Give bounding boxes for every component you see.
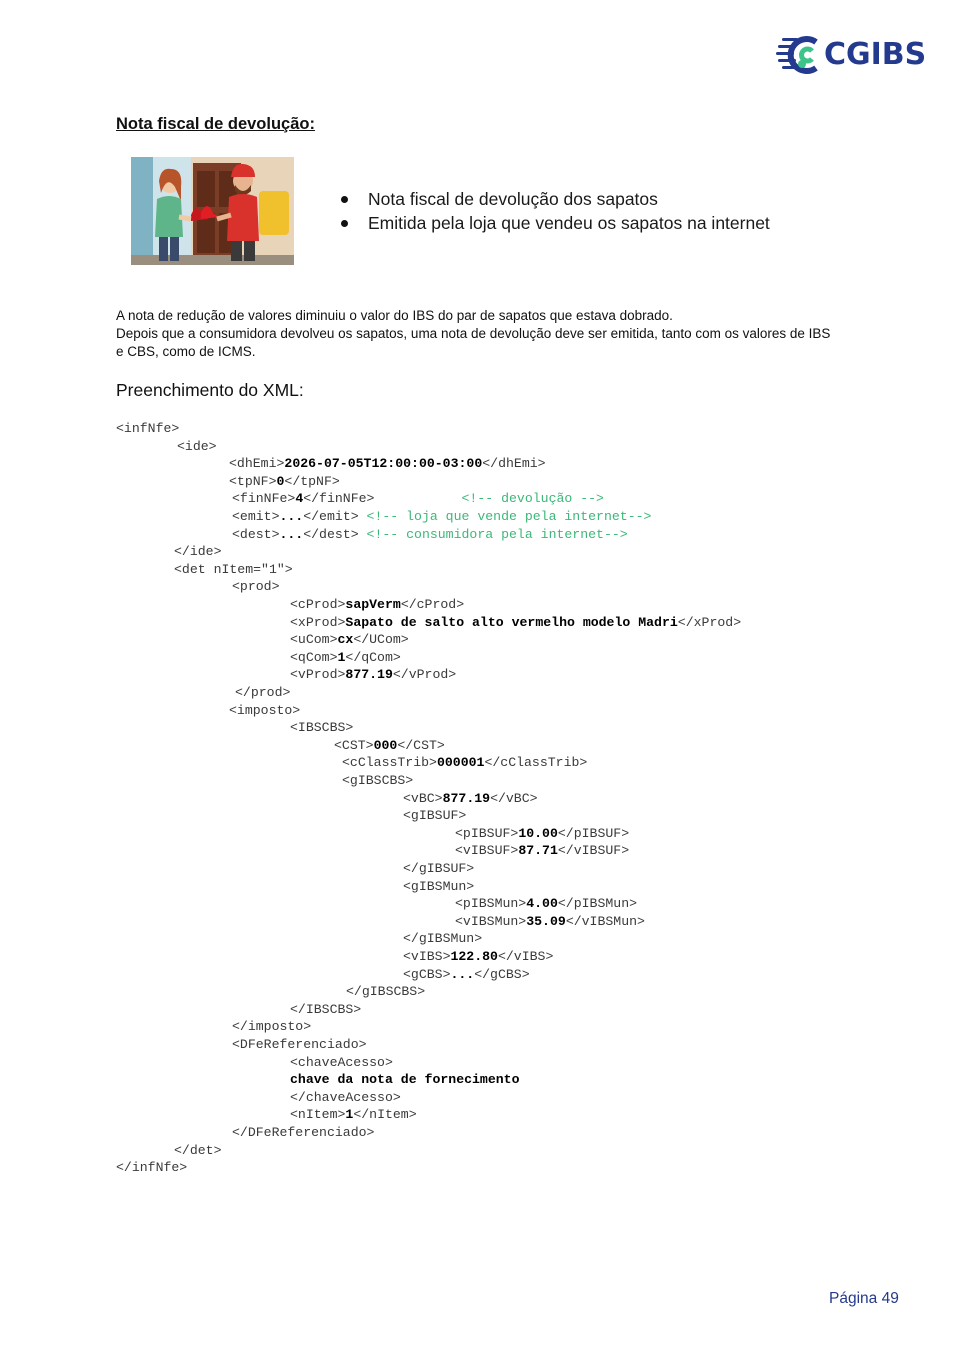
xml-line: <vIBSMun>35.09</vIBSMun> [455, 913, 645, 929]
xml-line: <gIBSCBS> [342, 773, 414, 788]
xml-line: <det nItem="1"> [174, 561, 293, 577]
xml-line: <tpNF>0</tpNF> [229, 473, 340, 489]
xml-comment: <!-- devolução --> [461, 491, 604, 507]
xml-line: </IBSCBS> [290, 1001, 362, 1017]
brand-name: CGIBS [824, 37, 927, 72]
xml-line: <gIBSUF> [403, 808, 467, 824]
xml-line: </DFeReferenciado> [232, 1125, 375, 1140]
xml-line: </imposto> [232, 1019, 312, 1035]
cgibs-logo-icon [776, 34, 820, 76]
xml-line: <prod> [232, 579, 280, 595]
xml-line: <DFeReferenciado> [232, 1037, 367, 1052]
delivery-illustration [131, 157, 294, 265]
xml-line: <gCBS>...</gCBS> [403, 966, 530, 982]
xml-line: <pIBSMun>4.00</pIBSMun> [455, 896, 638, 912]
xml-line: <infNfe> [116, 421, 180, 436]
xml-line: <vProd>877.19</vProd> [290, 667, 457, 683]
xml-line: </gIBSMun> [403, 931, 483, 947]
xml-comment: <!-- consumidora pela internet--> [366, 526, 628, 542]
paragraph-line: A nota de redução de valores diminuiu o valor do IBS do par de sapatos que estava dobrado. [116, 308, 673, 323]
xml-line: chave da nota de fornecimento [290, 1072, 520, 1088]
section-title: Nota fiscal de devolução: [116, 115, 315, 133]
xml-line: <chaveAcesso> [290, 1054, 393, 1070]
xml-line: <emit>...</emit> <!-- loja que vende pela internet--> [232, 509, 652, 524]
xml-line: <imposto> [229, 702, 301, 718]
explanation-paragraph [116, 307, 836, 361]
xml-line: <gIBSMun> [403, 878, 475, 894]
xml-line: </gIBSUF> [403, 861, 475, 876]
xml-line: </chaveAcesso> [290, 1089, 401, 1105]
brand-logo [776, 34, 926, 76]
xml-line: </det> [174, 1142, 222, 1158]
xml-line: </ide> [174, 544, 222, 560]
xml-line: <qCom>1</qCom> [290, 649, 401, 665]
xml-line: <ide> [177, 438, 217, 454]
list-item: Nota fiscal de devolução dos sapatos [339, 187, 770, 211]
xml-line: <vIBS>122.80</vIBS> [403, 949, 554, 964]
xml-line: <CST>000</CST> [334, 737, 445, 753]
xml-line: <cProd>sapVerm</cProd> [290, 597, 465, 612]
xml-line: </gIBSCBS> [346, 984, 426, 1000]
bullet-list [339, 187, 770, 235]
xml-line: <finNFe>4</finNFe> <!-- devolução --> [232, 491, 604, 507]
xml-line: <vBC>877.19</vBC> [403, 790, 538, 806]
list-item: Emitida pela loja que vendeu os sapatos na internet [339, 211, 770, 235]
xml-line: <vIBSUF>87.71</vIBSUF> [455, 843, 630, 859]
xml-line: <pIBSUF>10.00</pIBSUF> [455, 825, 630, 841]
xml-comment: <!-- loja que vende pela internet--> [366, 509, 652, 524]
xml-line: <dhEmi>2026-07-05T12:00:00-03:00</dhEmi> [229, 456, 546, 472]
xml-line: <cClassTrib>000001</cClassTrib> [342, 755, 588, 771]
page-number: Página 49 [829, 1290, 899, 1307]
xml-line: <nItem>1</nItem> [290, 1107, 417, 1123]
xml-line: <uCom>cx</UCom> [290, 632, 409, 648]
xml-line: <IBSCBS> [290, 720, 354, 736]
xml-line: </prod> [235, 685, 291, 700]
xml-line: <xProd>Sapato de salto alto vermelho modelo Madri</xProd> [290, 614, 742, 630]
xml-line: <dest>...</dest> <!-- consumidora pela internet--> [232, 526, 628, 542]
xml-heading: Preenchimento do XML: [116, 380, 304, 400]
xml-line: </infNfe> [116, 1160, 188, 1176]
paragraph-line: Depois que a consumidora devolveu os sapatos, uma nota de devolução deve ser emitida, tanto com os valores de IBS e CBS, como de ICMS. [116, 326, 831, 359]
